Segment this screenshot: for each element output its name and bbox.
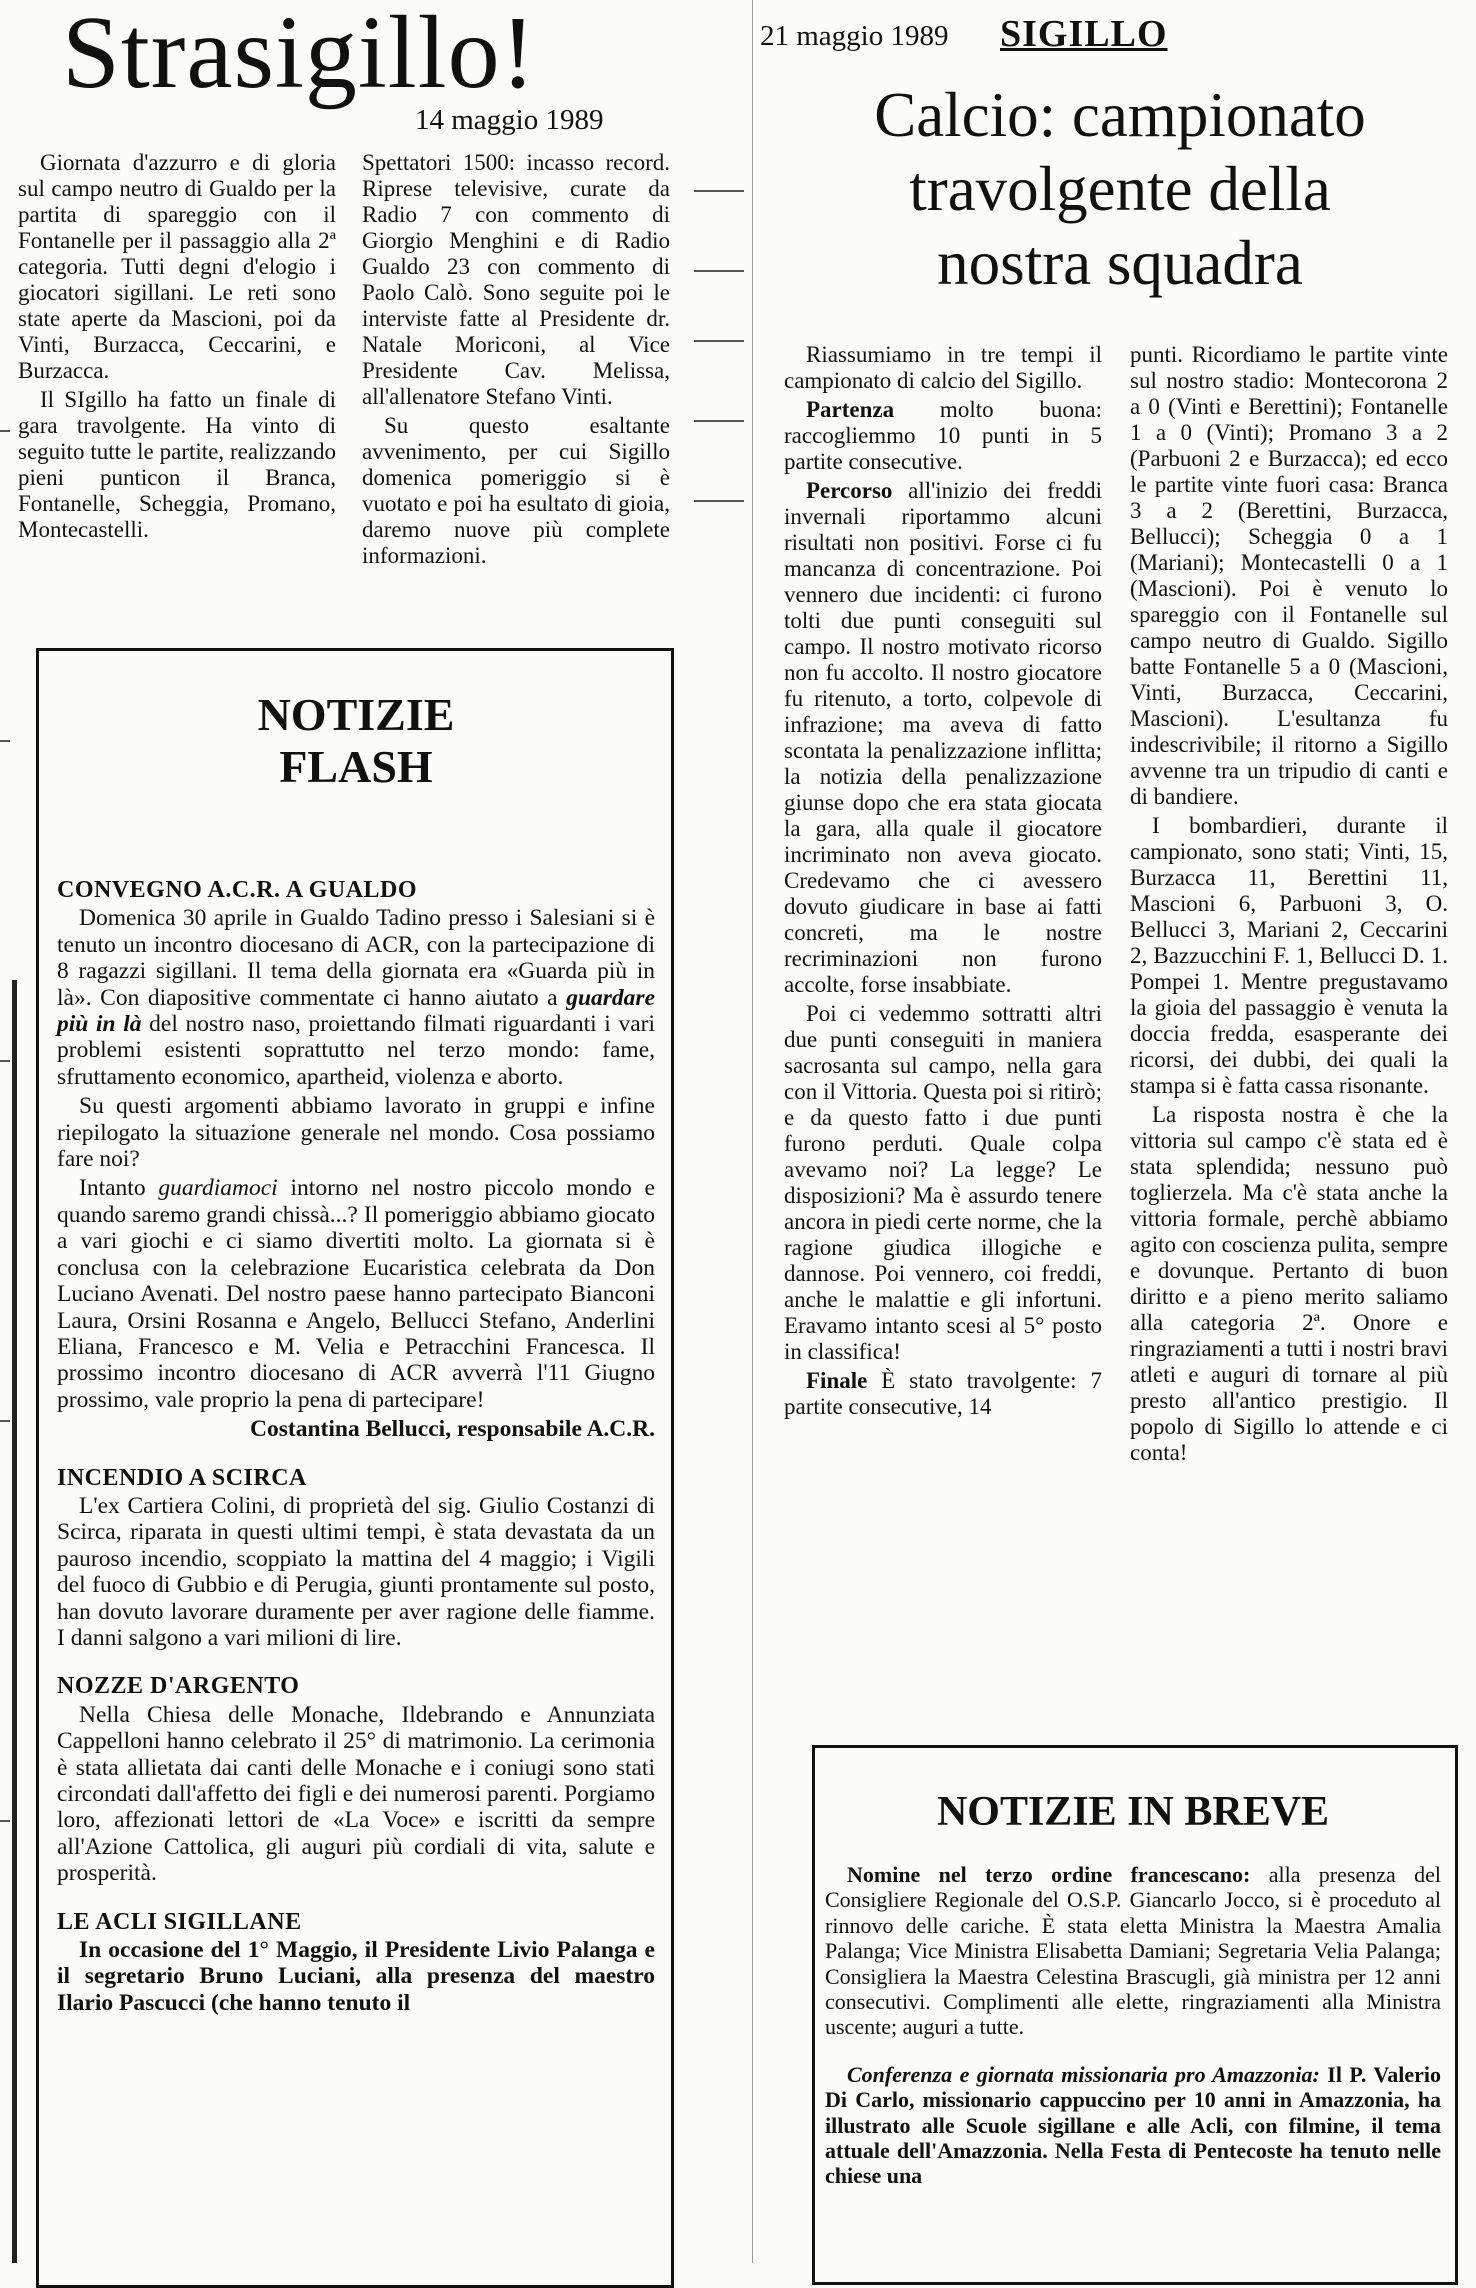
page-gutter: [752, 0, 753, 2263]
notizie-flash-box: [36, 648, 674, 2288]
section-signature: Costantina Bellucci, responsabile A.C.R.: [250, 1416, 655, 1443]
section-title: LE ACLI SIGILLANE: [57, 1908, 302, 1935]
section-title: INCENDIO A SCIRCA: [57, 1464, 307, 1491]
margin-mark: [0, 1060, 10, 1062]
headline-line: Calcio: campionato: [874, 80, 1366, 150]
right-page-masthead: SIGILLO: [1000, 13, 1168, 55]
right-column-2: [1130, 342, 1448, 1469]
margin-mark: [0, 740, 10, 742]
text-run: Intanto: [79, 1175, 159, 1202]
margin-mark: [0, 1420, 10, 1422]
gutter-mark: [694, 420, 744, 422]
notizie-flash-body: [57, 877, 655, 2016]
lead-word: Percorso: [806, 478, 893, 503]
section-paragraph: In occasione del 1° Maggio, il Presidente Livio Palanga e il segretario Bruno Luciani, alla presenza del maestro Ilario Pascucci (che hanno tenuto il: [57, 1937, 655, 2016]
text-run: Domenica 30 aprile in Gualdo Tadino presso i Salesiani si è tenuto un incontro diocesano di ACR, con la partecipazione di 8 ragazzi sigillani. Il tema della giornata era «Guarda più in là». Con diapositive commentate ci hanno aiutato a: [57, 905, 655, 1011]
notizie-in-breve-heading: NOTIZIE IN BREVE: [936, 1789, 1330, 1835]
breve-paragraph: [825, 1862, 1441, 2040]
left-column-2: [362, 150, 670, 572]
notizie-in-breve-box: [812, 1745, 1458, 2285]
headline-line: travolgente della: [909, 154, 1331, 224]
lead-phrase: Conferenza e giornata missionaria pro Amazzonia:: [847, 2061, 1320, 2087]
gutter-mark: [694, 270, 744, 272]
margin-mark: [0, 1820, 10, 1822]
right-page-date: 21 maggio 1989: [760, 20, 949, 52]
lead-word: Finale: [806, 1368, 868, 1393]
margin-mark: [0, 430, 10, 432]
emphasis-text: guardiamoci: [158, 1175, 278, 1202]
text-run: molto buona: raccogliemmo 10 punti in 5 partite consecutive.: [784, 397, 1102, 474]
article-paragraph: punti. Ricordiamo le partite vinte sul nostro stadio: Montecorona 2 a 0 (Vinti e Berettini); Fontanelle 1 a 0 (Vinti); Promano 3 a 2 (Parbuoni 2 e Burzacca); ed ecco le partite vinte fuori casa: Branca 3 a 2 (Berettini, Burzacca, Bellucci); Scheggia 0 a 1 (Mariani); Montecastelli 0 a 1 (Mascioni). Poi è venuto lo spareggio con il Fontanelle sul campo neutro di Gualdo. Sigillo batte Fontanelle 5 a 0 (Mascioni, Vinti, Burzacca, Ceccarini, Mascioni). L'esultanza fu indescrivibile; il ritorno a Sigillo avvenne tra un tripudio di canti e di bandiere.: [1130, 342, 1448, 809]
gutter-mark: [694, 190, 744, 192]
article-paragraph: I bombardieri, durante il campionato, sono stati; Vinti, 15, Burzacca 11, Berettini 11, Mascioni 6, Parbuoni 3, O. Bellucci 3, Mariani 2, Ceccarini 2, Bazzucchini F. 1, Bellucci D. 1. Pompei 1. Mentre pregustavamo la gioia del passaggio è venuta la doccia fredda, esasperante dei ricorsi, dei dubbi, dei quali la stampa si è fatta cassa risonante.: [1130, 813, 1448, 1098]
headline-line: nostra squadra: [937, 228, 1303, 298]
section-title: NOZZE D'ARGENTO: [57, 1673, 300, 1700]
right-column-1: [784, 342, 1102, 1423]
section-paragraph: Su questi argomenti abbiamo lavorato in gruppi e infine riepilogato la situazione generale nel mondo. Cosa possiamo fare noi?: [57, 1093, 655, 1173]
left-col2-paragraph: Spettatori 1500: incasso record. Riprese televisive, curate da Radio 7 con commento di Giorgio Menghini e di Radio Gualdo 23 con commento di Paolo Calò. Sono seguite poi le interviste fatte al Presidente dr. Natale Moriconi, al Vice Presidente Cav. Melissa, all'allenatore Stefano Vinti.: [362, 150, 670, 409]
left-column-1: [18, 150, 336, 546]
notizie-flash-heading: [57, 689, 655, 793]
gutter-mark: [694, 340, 744, 342]
article-paragraph: [784, 478, 1102, 998]
article-paragraph: [784, 397, 1102, 475]
notizie-flash-heading-line2: FLASH: [279, 741, 433, 792]
text-run: Il P. Valerio Di Carlo, missionario cappuccino per 10 anni in Amazzonia, ha illustrato alle Scuole sigillane e alle Acli, con filmine, il tema attuale dell'Amazzonia. Nella Festa di Pentecoste ha tenuto nelle chiese una: [825, 2061, 1441, 2189]
article-paragraph: La risposta nostra è che la vittoria sul campo c'è stata ed è stata splendida; nessuno può toglierzela. Ma c'è stata anche la vittoria formale, perchè abbiamo agito con coscienza pulita, sempre e dovunque. Pertanto di buon diritto e a pieno merito saliamo alla categoria 2ª. Onore e ringraziamenti a tutti i nostri bravi atleti e auguri di tornare al più presto all'antico prestigio. Il popolo di Sigillo lo attende e ci conta!: [1130, 1102, 1448, 1465]
notizie-in-breve-body: [825, 1862, 1441, 2189]
text-run: all'inizio dei freddi invernali riportammo alcuni risultati non positivi. Forse ci fu mancanza di concentrazione. Poi vennero due incidenti: ci furono tolti due punti conseguiti sul campo. Il nostro motivato ricorso non fu accolto. Il nostro giocatore fu ritenuto, a torto, colpevole di infrazione; ma aveva di fatto scontata la penalizzazione inflitta; la notizia della penalizzazione giunse dopo che era stata giocata la gara, alla quale il giocatore incriminato non aveva giocato. Credevamo che ci avessero dovuto giudicare in base ai fatti concreti, ma le nostre recriminazioni non furono accolte, forse insabbiate.: [784, 478, 1102, 997]
section-paragraph: L'ex Cartiera Colini, di proprietà del sig. Giulio Costanzi di Scirca, riparata in questi ultimi tempi, è stata devastata da un pauroso incendio, scoppiato la mattina del 4 maggio; i Vigili del fuoco di Gubbio e di Perugia, giunti prontamente sul posto, han dovuto lavorare duramente per aver ragione delle fiamme. I danni salgono a vari milioni di lire.: [57, 1492, 655, 1651]
text-run: intorno nel nostro piccolo mondo e quando saremo grandi chissà...? Il pomeriggio abbiamo giocato a vari giochi e ci siamo divertiti molto. La giornata si è conclusa con la celebrazione Eucaristica celebrata da Don Luciano Avenati. Del nostro paese hanno partecipato Bianconi Laura, Orsini Rosanna e Angelo, Bellucci Stefano, Anderlini Eliana, Francesco e M. Velia e Petracchini Francesca. Il prossimo incontro diocesano di ACR avverrà l'11 Giugno prossimo, vale proprio la pena di partecipare!: [57, 1175, 655, 1413]
section-paragraph: [57, 905, 655, 1090]
text-run: alla presenza del Consigliere Regionale del O.S.P. Giancarlo Jocco, si è proceduto al rinnovo delle cariche. È stata eletta Ministra la Maestra Amalia Palanga; Vice Ministra Elisabetta Damiani; Segretaria Velia Palanga; Consigliera la Maestra Celestina Brascugli, già ministra per 12 anni consecutivi. Complimenti alle elette, ringraziamenti alla Ministra uscente; auguri a tutte.: [825, 1862, 1441, 2040]
breve-paragraph: [825, 2062, 1441, 2189]
margin-bar: [12, 980, 17, 2263]
left-col2-paragraph: Su questo esaltante avvenimento, per cui Sigillo domenica pomeriggio si è vuotato e poi ha esultato di gioia, daremo nuove più complete informazioni.: [362, 413, 670, 568]
section-paragraph: [57, 1175, 655, 1413]
right-headline: [770, 78, 1470, 300]
text-run: del nostro naso, proiettando filmati riguardanti i vari problemi esistenti soprattutto nel terzo mondo: fame, sfruttamento economico, apartheid, violenza e aborto.: [57, 1011, 655, 1090]
left-col1-paragraph: Giornata d'azzurro e di gloria sul campo neutro di Gualdo per la partita di spareggio con il Fontanelle per il passaggio alla 2ª categoria. Tutti degni d'elogio i giocatori sigillani. Le reti sono state aperte da Mascioni, poi da Vinti, Burzacca, Ceccarini, e Burzacca.: [18, 150, 336, 383]
notizie-flash-heading-line1: NOTIZIE: [257, 689, 455, 740]
gutter-mark: [694, 500, 744, 502]
article-paragraph: Riassumiamo in tre tempi il campionato di calcio del Sigillo.: [784, 342, 1102, 393]
section-paragraph: Nella Chiesa delle Monache, Ildebrando e Annunziata Cappelloni hanno celebrato il 25° di matrimonio. La cerimonia è stata allietata dai canti delle Monache e i coniugi sono stati circondati dall'affetto dei figli e dei numerosi parenti. Porgiamo loro, affezionati lettori de «La Voce» e iscritti da sempre all'Azione Cattolica, gli auguri più cordiali di vita, salute e prosperità.: [57, 1701, 655, 1887]
section-title: CONVEGNO A.C.R. A GUALDO: [57, 877, 418, 903]
lead-word: Partenza: [806, 397, 895, 422]
article-paragraph: [784, 1368, 1102, 1420]
emphasis-text: guardare più in là: [57, 984, 655, 1038]
text-run: È stato travolgente: 7 partite consecutive, 14: [784, 1368, 1102, 1419]
lead-phrase: Nomine nel terzo ordine francescano:: [847, 1862, 1251, 1887]
left-col1-paragraph: Il SIgillo ha fatto un finale di gara travolgente. Ha vinto di seguito tutte le partite, realizzando pieni punticon il Branca, Fontanelle, Scheggia, Promano, Montecastelli.: [18, 387, 336, 542]
left-page-date: 14 maggio 1989: [415, 104, 604, 136]
left-page-title: Strasigillo!: [62, 0, 537, 110]
article-paragraph: Poi ci vedemmo sottratti altri due punti conseguiti in maniera sacrosanta sul campo, nella gara con il Vittoria. Questa poi si ritirò; e da questo fatto i due punti furono perduti. Quale colpa avevamo noi? La legge? Le disposizioni? Ma è assurdo tenere ancora in piedi certe norme, che la ragione giudica illogiche e dannose. Poi vennero, coi freddi, anche le malattie e gli infortuni. Eravamo intanto scesi al 5° posto in classifica!: [784, 1001, 1102, 1364]
